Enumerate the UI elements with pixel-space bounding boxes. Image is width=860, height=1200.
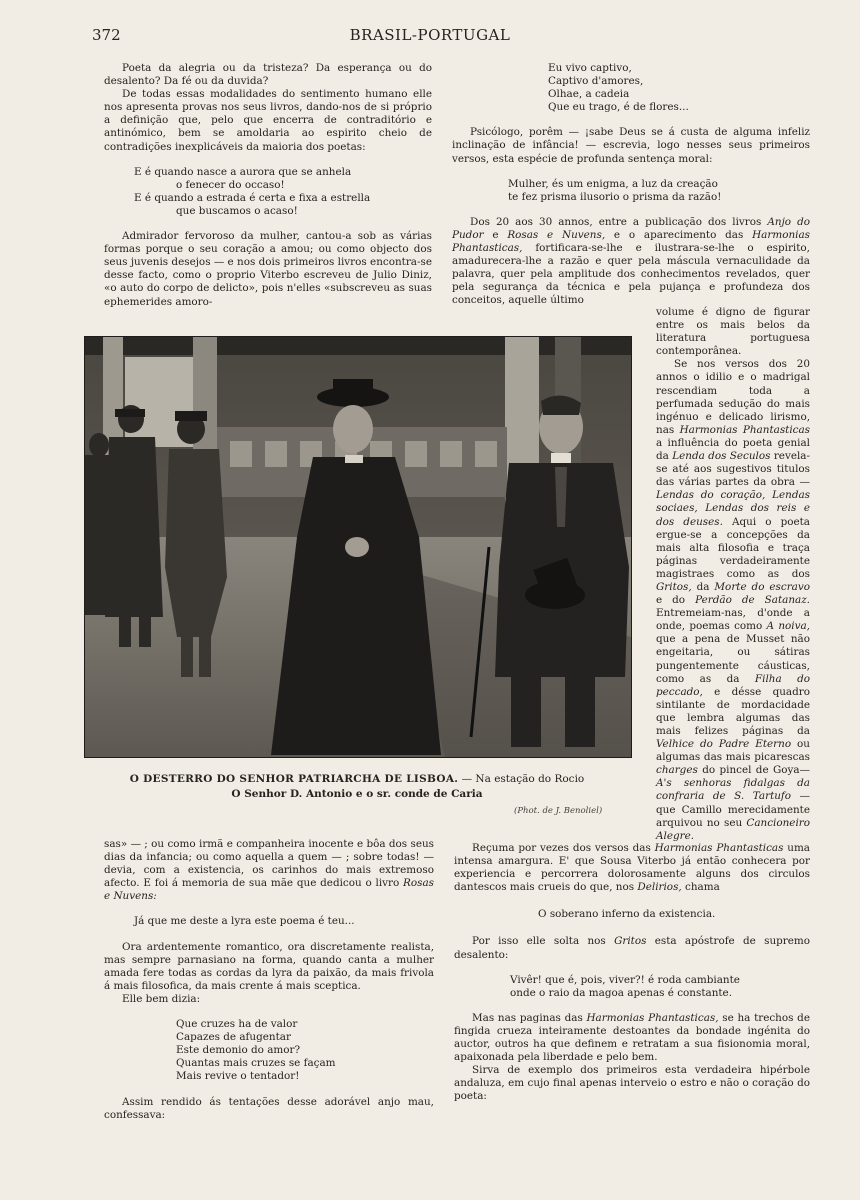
verse-block [454,908,810,921]
page-header [84,26,776,50]
verse-line: Quantas mais cruzes se façam [176,1057,336,1070]
paragraph: Psicólogo, porêm — ¡sabe Deus se á custa de alguma infeliz inclinação de infância! — escrevia, logo nesses seus primeiros versos, esta espécie de profunda sentença moral: [452,126,810,165]
verse-line: O soberano inferno da existencia. [538,908,716,921]
publication-title: BRASIL-PORTUGAL [349,26,511,44]
column-bottom-left [104,838,434,1122]
verse-block [104,1018,434,1083]
page-number: 372 [92,26,121,44]
verse-line: Mais revive o tentador! [176,1070,300,1083]
verse-line: Vivêr! que é, pois, viver?! é roda cambiante [510,973,740,986]
verse-line: Que eu trago, é de flores... [548,101,689,114]
verse-block [452,62,810,114]
paragraph: Admirador fervoroso da mulher, cantou-a sob as várias formas porque o seu coração a amou; ou como objecto dos seus juvenis desejos — e nos dois primeiros livros encontra-se desse facto, como o proprio Viterbo escreveu de Julio Diniz, «o auto do corpo de delicto», pois n'elles «subscreveu as suas ephemerides amoro- [104,230,432,308]
verse-line: Que cruzes ha de valor [176,1018,298,1031]
verse-line: Mulher, és um enigma, a luz da creação [508,177,718,190]
column-bottom-right [454,842,810,1104]
paragraph: volume é digno de figurar entre os mais belos da literatura portuguesa contemporânea. [656,306,810,358]
column-top-right [452,62,810,308]
station-photograph [84,336,632,758]
paragraph: Sirva de exemplo dos primeiros esta verdadeira hipérbole andaluza, em cujo final apenas interveio o estro e não o coração do poeta: [454,1064,810,1103]
paragraph: Elle bem dizia: [122,992,201,1005]
verse-block [104,166,432,218]
paragraph: De todas essas modalidades do sentimento humano elle nos apresenta provas nos seus livros, dando-nos de si próprio a definição que, pelo que encerra de contraditório e antinómico, bem se amoldaria ao espirito cheio de contradições inexplicáveis da maioria dos poetas: [104,88,432,153]
caption-line-2: O Senhor D. Antonio e o sr. conde de Caria [231,788,483,800]
verse-line: que buscamos o acaso! [176,204,298,217]
photo-credit: (Phot. de J. Benoliel) [514,806,603,816]
verse-line: o fenecer do occaso! [176,178,285,191]
verse-block [104,915,434,928]
photo-caption [84,772,630,802]
caption-title: O DESTERRO DO SENHOR PATRIARCHA DE LISBOA. [129,773,459,785]
paragraph: Mas nas paginas das Harmonias Phantasticas, se ha trechos de fingida crueza inteiramente destoantes da bondade ingénita do auctor, outros ha que definem e retratam a sua fisionomia moral, apaixonada pela liberdade e pelo bem. [454,1011,810,1064]
column-top-left [104,62,432,309]
photo-illustration [85,337,631,757]
paragraph: Reçuma por vezes dos versos das Harmonias Phantasticas uma intensa amargura. E' que Sousa Viterbo já então conhecera por experiencia e percorrera dolorosamente alguns dos circulos dantescos mais crueis do que, nos Delirios, chama [454,842,810,894]
paragraph: Poeta da alegria ou da tristeza? Da esperança ou do desalento? Da fé ou da duvida? [104,62,432,88]
verse-line: Capazes de afugentar [176,1031,291,1044]
verse-line: Captivo d'amores, [548,75,644,88]
paragraph: Se nos versos dos 20 annos o idilio e o madrigal rescendiam toda a perfumada sedução do mais ingénuo e delicado lirismo, nas Harmonias Phantasticas a influência do poeta genial da Lenda dos Seculos revela-se até aos sugestivos titulos das várias partes da obra — Lendas do coração, Lendas sociaes, Lendas dos reis e dos deuses. Aqui o poeta ergue-se a concepções da mais alta filosofia e traça páginas verdadeiramente magistraes como as dos Gritos, da Morte do escravo e do Perdão de Satanaz. Entremeiam-nas, d'onde a onde, poemas como A noiva, que a pena de Musset não engeitaria, ou sátiras pungentemente cáusticas, como as da Filha do peccado, e désse quadro sintilante de mordacidade que lembra algumas das mais felizes páginas da Velhice do Padre Eterno ou algumas das mais picarescas charges do pincel de Goya—A's senhoras fidalgas da confraria de S. Tartufo — que Camillo merecidamente arquivou no seu Cancioneiro Alegre. [656,358,811,842]
verse-line: E é quando nasce a aurora que se anhela [134,165,352,178]
verse-line: onde o raio da magoa apenas é constante. [510,986,733,999]
verse-line: Já que me deste a lyra este poema é teu... [134,915,355,928]
paragraph: sas» — ; ou como irmã e companheira inocente e bôa dos seus dias da infancia; ou como aquella a quem — ; sobre todas! — devia, com a existencia, os carinhos do mais extremoso afecto. E foi á memoria de sua mãe que dedicou o livro Rosas e Nuvens: [104,838,434,903]
paragraph: Assim rendido ás tentações desse adorável anjo mau, confessava: [104,1095,434,1121]
caption-location: — Na estação do Rocio [458,773,585,785]
verse-block [454,974,810,1000]
verse-line: Olhae, a cadeia [548,88,630,101]
column-right-narrow [656,306,810,843]
verse-line: Eu vivo captivo, [548,62,632,74]
caption-line-1 [84,772,630,787]
verse-line: te fez prisma ilusorio o prisma da razão! [508,190,722,203]
paragraph: Ora ardentemente romantico, ora discretamente realista, mas sempre parnasiano na forma, quando canta a mulher amada fere todas as cordas da lyra da paixão, da mais frivola á mais filosofica, da mais crente á mais sceptica. [104,940,434,992]
paragraph: Por isso elle solta nos Gritos esta apóstrofe de supremo desalento: [454,935,811,961]
paragraph: Dos 20 aos 30 annos, entre a publicação dos livros Anjo do Pudor e Rosas e Nuvens, e o aparecimento das Harmonias Phantasticas, fortificara-se-lhe e ilustrara-se-lhe o espirito, amadurecera-lhe a razão e quer pela máscula vernaculidade da palavra, quer pela amplitude dos conhecimentos revelados, quer pela segurança da técnica e pela pujança e profundeza dos conceitos, aquelle último [452,215,810,307]
verse-line: Este demonio do amor? [176,1044,301,1057]
verse-line: E é quando a estrada é certa e fixa a estrella [134,191,371,204]
verse-block [452,178,810,204]
